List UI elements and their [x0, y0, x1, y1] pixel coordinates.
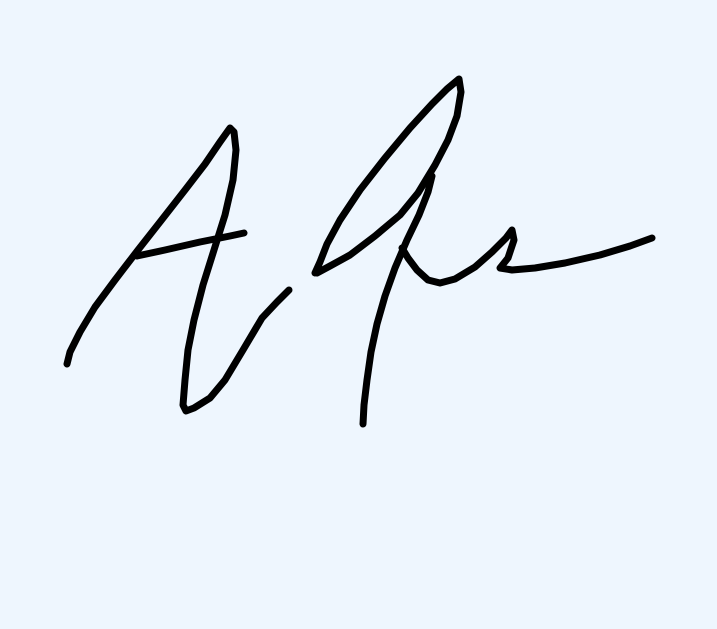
signature-stroke-loop — [315, 79, 461, 273]
signature-stroke-a-main — [67, 128, 289, 411]
signature-stroke-tail — [402, 230, 652, 283]
